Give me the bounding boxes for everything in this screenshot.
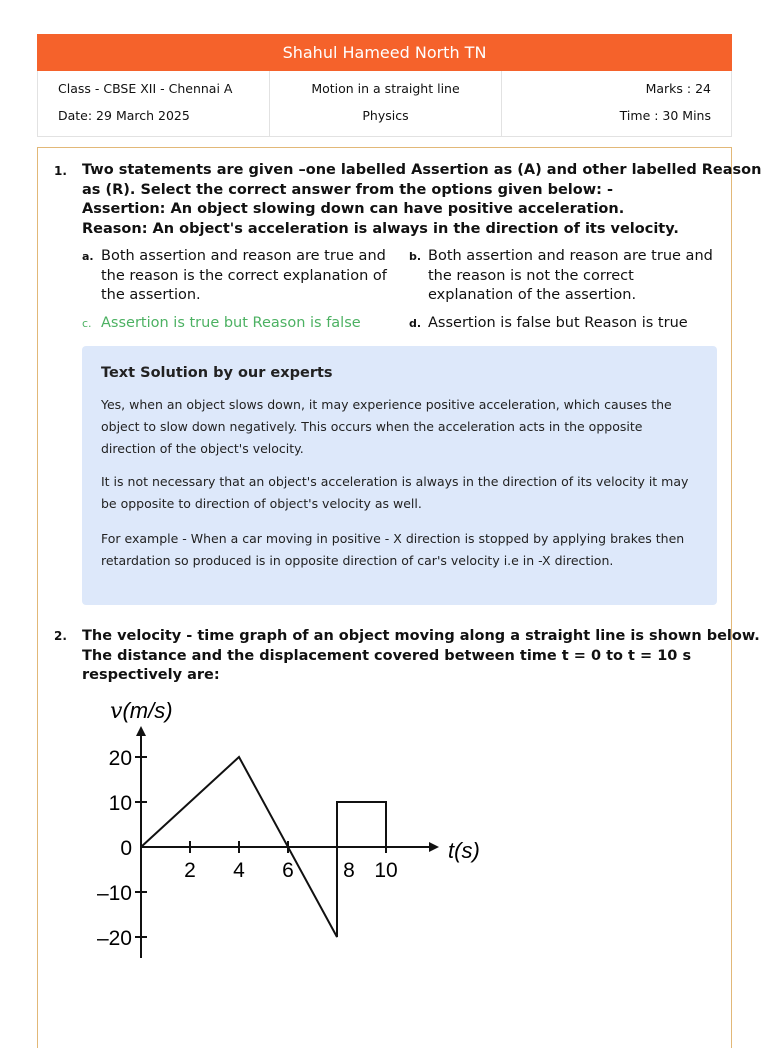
question-1-text: [82, 161, 761, 239]
option-line: Assertion is false but Reason is true: [428, 315, 688, 331]
option-line: Both assertion and reason are true and: [101, 248, 386, 264]
option-text: [101, 314, 361, 334]
option-line: Assertion is true but Reason is false: [101, 315, 361, 331]
question-line: Two statements are given –one labelled Assertion as (A) and other labelled Reason: [82, 162, 762, 178]
class-label: Class - CBSE XII - Chennai A: [58, 81, 233, 96]
y-tick-label: –20: [96, 927, 132, 950]
option-line: the reason is not the correct: [428, 267, 634, 284]
chapter-label: Motion in a straight line: [311, 81, 460, 96]
option-label: c.: [82, 317, 92, 330]
x-tick-label: 8: [343, 859, 355, 882]
solution-panel: [82, 346, 717, 605]
option-text: [101, 247, 387, 306]
option-label: d.: [409, 317, 422, 330]
option-line: explanation of the assertion.: [428, 287, 637, 303]
solution-paragraph: [101, 528, 701, 572]
marks-label: Marks : 24: [645, 81, 711, 96]
question-line: Reason: An object's acceleration is always in the direction of its velocity.: [82, 220, 679, 237]
question-line: respectively are:: [82, 667, 220, 683]
solution-paragraph: [101, 471, 701, 515]
option-label: a.: [82, 250, 94, 263]
y-tick-label: 0: [120, 837, 132, 860]
solution-line: For example - When a car moving in positive - X direction is stopped by applying brakes then: [101, 531, 685, 546]
option-line: Both assertion and reason are true and: [428, 248, 713, 264]
y-axis-unit: (m/s): [122, 698, 173, 723]
question-line: The distance and the displacement covered between time t = 0 to t = 10 s: [82, 647, 692, 664]
question-line: The velocity - time graph of an object moving along a straight line is shown below.: [82, 628, 760, 644]
option-text: [428, 314, 688, 334]
velocity-time-graph: [80, 690, 500, 980]
school-banner: Shahul Hameed North TN: [37, 34, 732, 71]
y-tick-label: 20: [108, 747, 132, 770]
y-axis-label: [110, 698, 173, 724]
x-axis-label: t(s): [448, 838, 480, 863]
question-2-text: [82, 627, 760, 686]
y-tick-label: 10: [108, 792, 132, 815]
time-label: Time : 30 Mins: [619, 108, 711, 123]
x-tick-label: 2: [184, 859, 196, 882]
solution-line: object to slow down negatively. This occurs when the acceleration acts in the opposite: [101, 419, 643, 434]
solution-line: Yes, when an object slows down, it may experience positive acceleration, which causes the: [101, 397, 672, 412]
option-label: b.: [409, 250, 422, 263]
option-line: the assertion.: [101, 287, 201, 303]
date-label: Date: 29 March 2025: [58, 108, 190, 123]
exam-info: [37, 71, 732, 137]
info-left: [38, 71, 269, 136]
solution-line: retardation so produced is in opposite direction of car's velocity i.e in -X direction.: [101, 553, 614, 568]
y-axis-variable: v: [110, 699, 123, 724]
solution-title: Text Solution by our experts: [101, 365, 333, 381]
x-tick-label: 4: [233, 859, 245, 882]
solution-paragraph: [101, 394, 701, 460]
solution-line: direction of the object's velocity.: [101, 441, 304, 456]
question-1-number: 1.: [54, 164, 67, 178]
solution-line: be opposite to direction of object's velocity as well.: [101, 496, 422, 511]
x-tick-label: 10: [374, 859, 398, 882]
option-text: [428, 247, 713, 306]
option-line: the reason is the correct explanation of: [101, 267, 387, 284]
x-tick-label: 6: [282, 859, 294, 882]
question-line: as (R). Select the correct answer from the options given below: -: [82, 181, 613, 198]
info-right: [502, 71, 731, 136]
y-tick-label: –10: [96, 882, 132, 905]
info-center: [269, 71, 501, 136]
question-2-number: 2.: [54, 629, 67, 643]
solution-line: It is not necessary that an object's acceleration is always in the direction of its velocity it may: [101, 474, 689, 489]
question-line: Assertion: An object slowing down can have positive acceleration.: [82, 201, 625, 217]
subject-label: Physics: [362, 108, 409, 123]
